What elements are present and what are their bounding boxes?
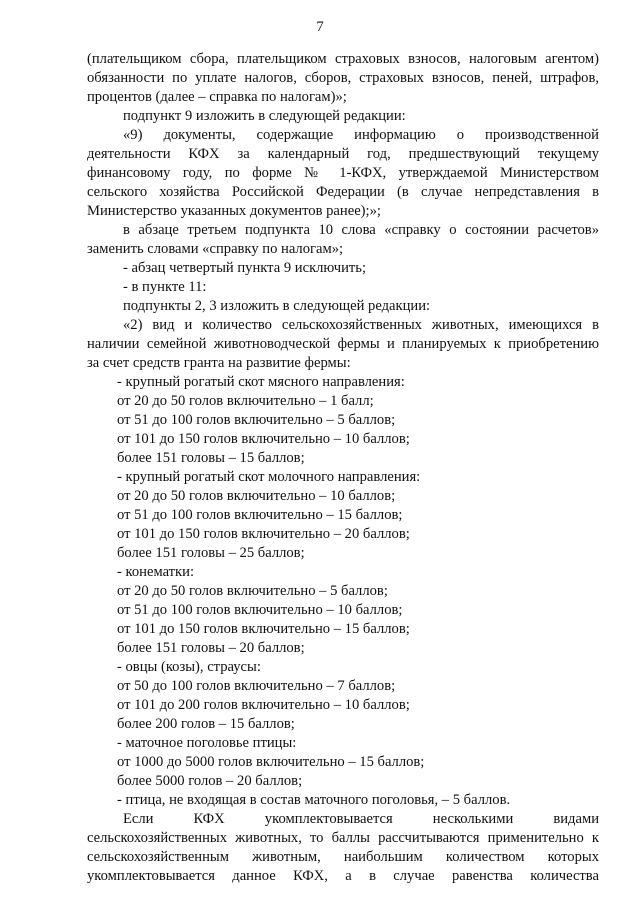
text-line: обязанности по уплате налогов, сборов, страховых взносов, пеней, штрафов, — [87, 70, 599, 86]
text-line: от 51 до 100 голов включительно – 10 баллов; — [117, 602, 403, 618]
text-line: от 101 до 150 голов включительно – 20 баллов; — [117, 526, 410, 542]
text-line: «2) вид и количество сельскохозяйственных животных, имеющихся в — [123, 317, 599, 333]
text-line: от 20 до 50 голов включительно – 5 баллов; — [117, 583, 388, 599]
page-number: 7 — [316, 19, 324, 35]
text-line: от 20 до 50 голов включительно – 1 балл; — [117, 393, 374, 409]
text-line: в абзаце третьем подпункта 10 слова «справку о состоянии расчетов» — [123, 222, 599, 238]
text-line: более 151 головы – 25 баллов; — [117, 545, 305, 561]
text-line: более 151 головы – 15 баллов; — [117, 450, 305, 466]
text-line: - в пункте 11: — [123, 279, 207, 295]
document-body — [87, 50, 599, 886]
text-line: финансовому году, по форме № 1-КФХ, утверждаемой Министерством — [87, 165, 599, 181]
text-line: - абзац четвертый пункта 9 исключить; — [123, 260, 367, 276]
text-line: Министерство указанных документов ранее);»; — [87, 203, 381, 219]
text-line: - птица, не входящая в состав маточного поголовья, – 5 баллов. — [117, 792, 511, 808]
text-line: от 101 до 150 голов включительно – 10 баллов; — [117, 431, 410, 447]
text-line: от 50 до 100 голов включительно – 7 баллов; — [117, 678, 396, 694]
text-line: - конематки: — [117, 564, 195, 580]
text-line: более 200 голов – 15 баллов; — [117, 716, 295, 732]
text-line: «9) документы, содержащие информацию о производственной — [123, 127, 599, 143]
text-line: наличии семейной животноводческой фермы и планируемых к приобретению — [87, 336, 599, 352]
text-line: сельского хозяйства Российской Федерации (в случае непредставления в — [87, 184, 599, 200]
text-line: укомплектовывается данное КФХ, а в случае равенства количества — [87, 868, 599, 884]
text-line: - маточное поголовье птицы: — [117, 735, 297, 751]
text-line: от 51 до 100 голов включительно – 15 баллов; — [117, 507, 403, 523]
text-line: от 101 до 200 голов включительно – 10 баллов; — [117, 697, 410, 713]
text-line: от 1000 до 5000 голов включительно – 15 баллов; — [117, 754, 425, 770]
text-line: заменить словами «справку по налогам»; — [87, 241, 344, 257]
text-line: сельскохозяйственным животным, наибольшим количеством которых — [87, 849, 599, 865]
text-line: (плательщиком сбора, плательщиком страховых взносов, налоговым агентом) — [87, 51, 599, 67]
text-line: более 151 головы – 20 баллов; — [117, 640, 305, 656]
text-line: сельскохозяйственных животных, то баллы рассчитываются применительно к — [87, 830, 599, 846]
text-line: Если КФХ укомплектовывается несколькими видами — [123, 811, 599, 827]
text-line: - крупный рогатый скот мясного направления: — [117, 374, 405, 390]
text-line: - крупный рогатый скот молочного направления: — [117, 469, 421, 485]
text-line: - овцы (козы), страусы: — [117, 659, 261, 675]
text-line: подпункты 2, 3 изложить в следующей редакции: — [123, 298, 431, 314]
text-line: за счет средств гранта на развитие фермы: — [87, 355, 351, 371]
text-line: процентов (далее – справка по налогам)»; — [87, 89, 347, 105]
text-line: деятельности КФХ за календарный год, предшествующий текущему — [87, 146, 599, 162]
text-line: от 101 до 150 голов включительно – 15 баллов; — [117, 621, 410, 637]
text-line: более 5000 голов – 20 баллов; — [117, 773, 303, 789]
text-line: от 51 до 100 голов включительно – 5 баллов; — [117, 412, 396, 428]
text-line: подпункт 9 изложить в следующей редакции: — [123, 108, 406, 124]
text-line: от 20 до 50 голов включительно – 10 баллов; — [117, 488, 396, 504]
